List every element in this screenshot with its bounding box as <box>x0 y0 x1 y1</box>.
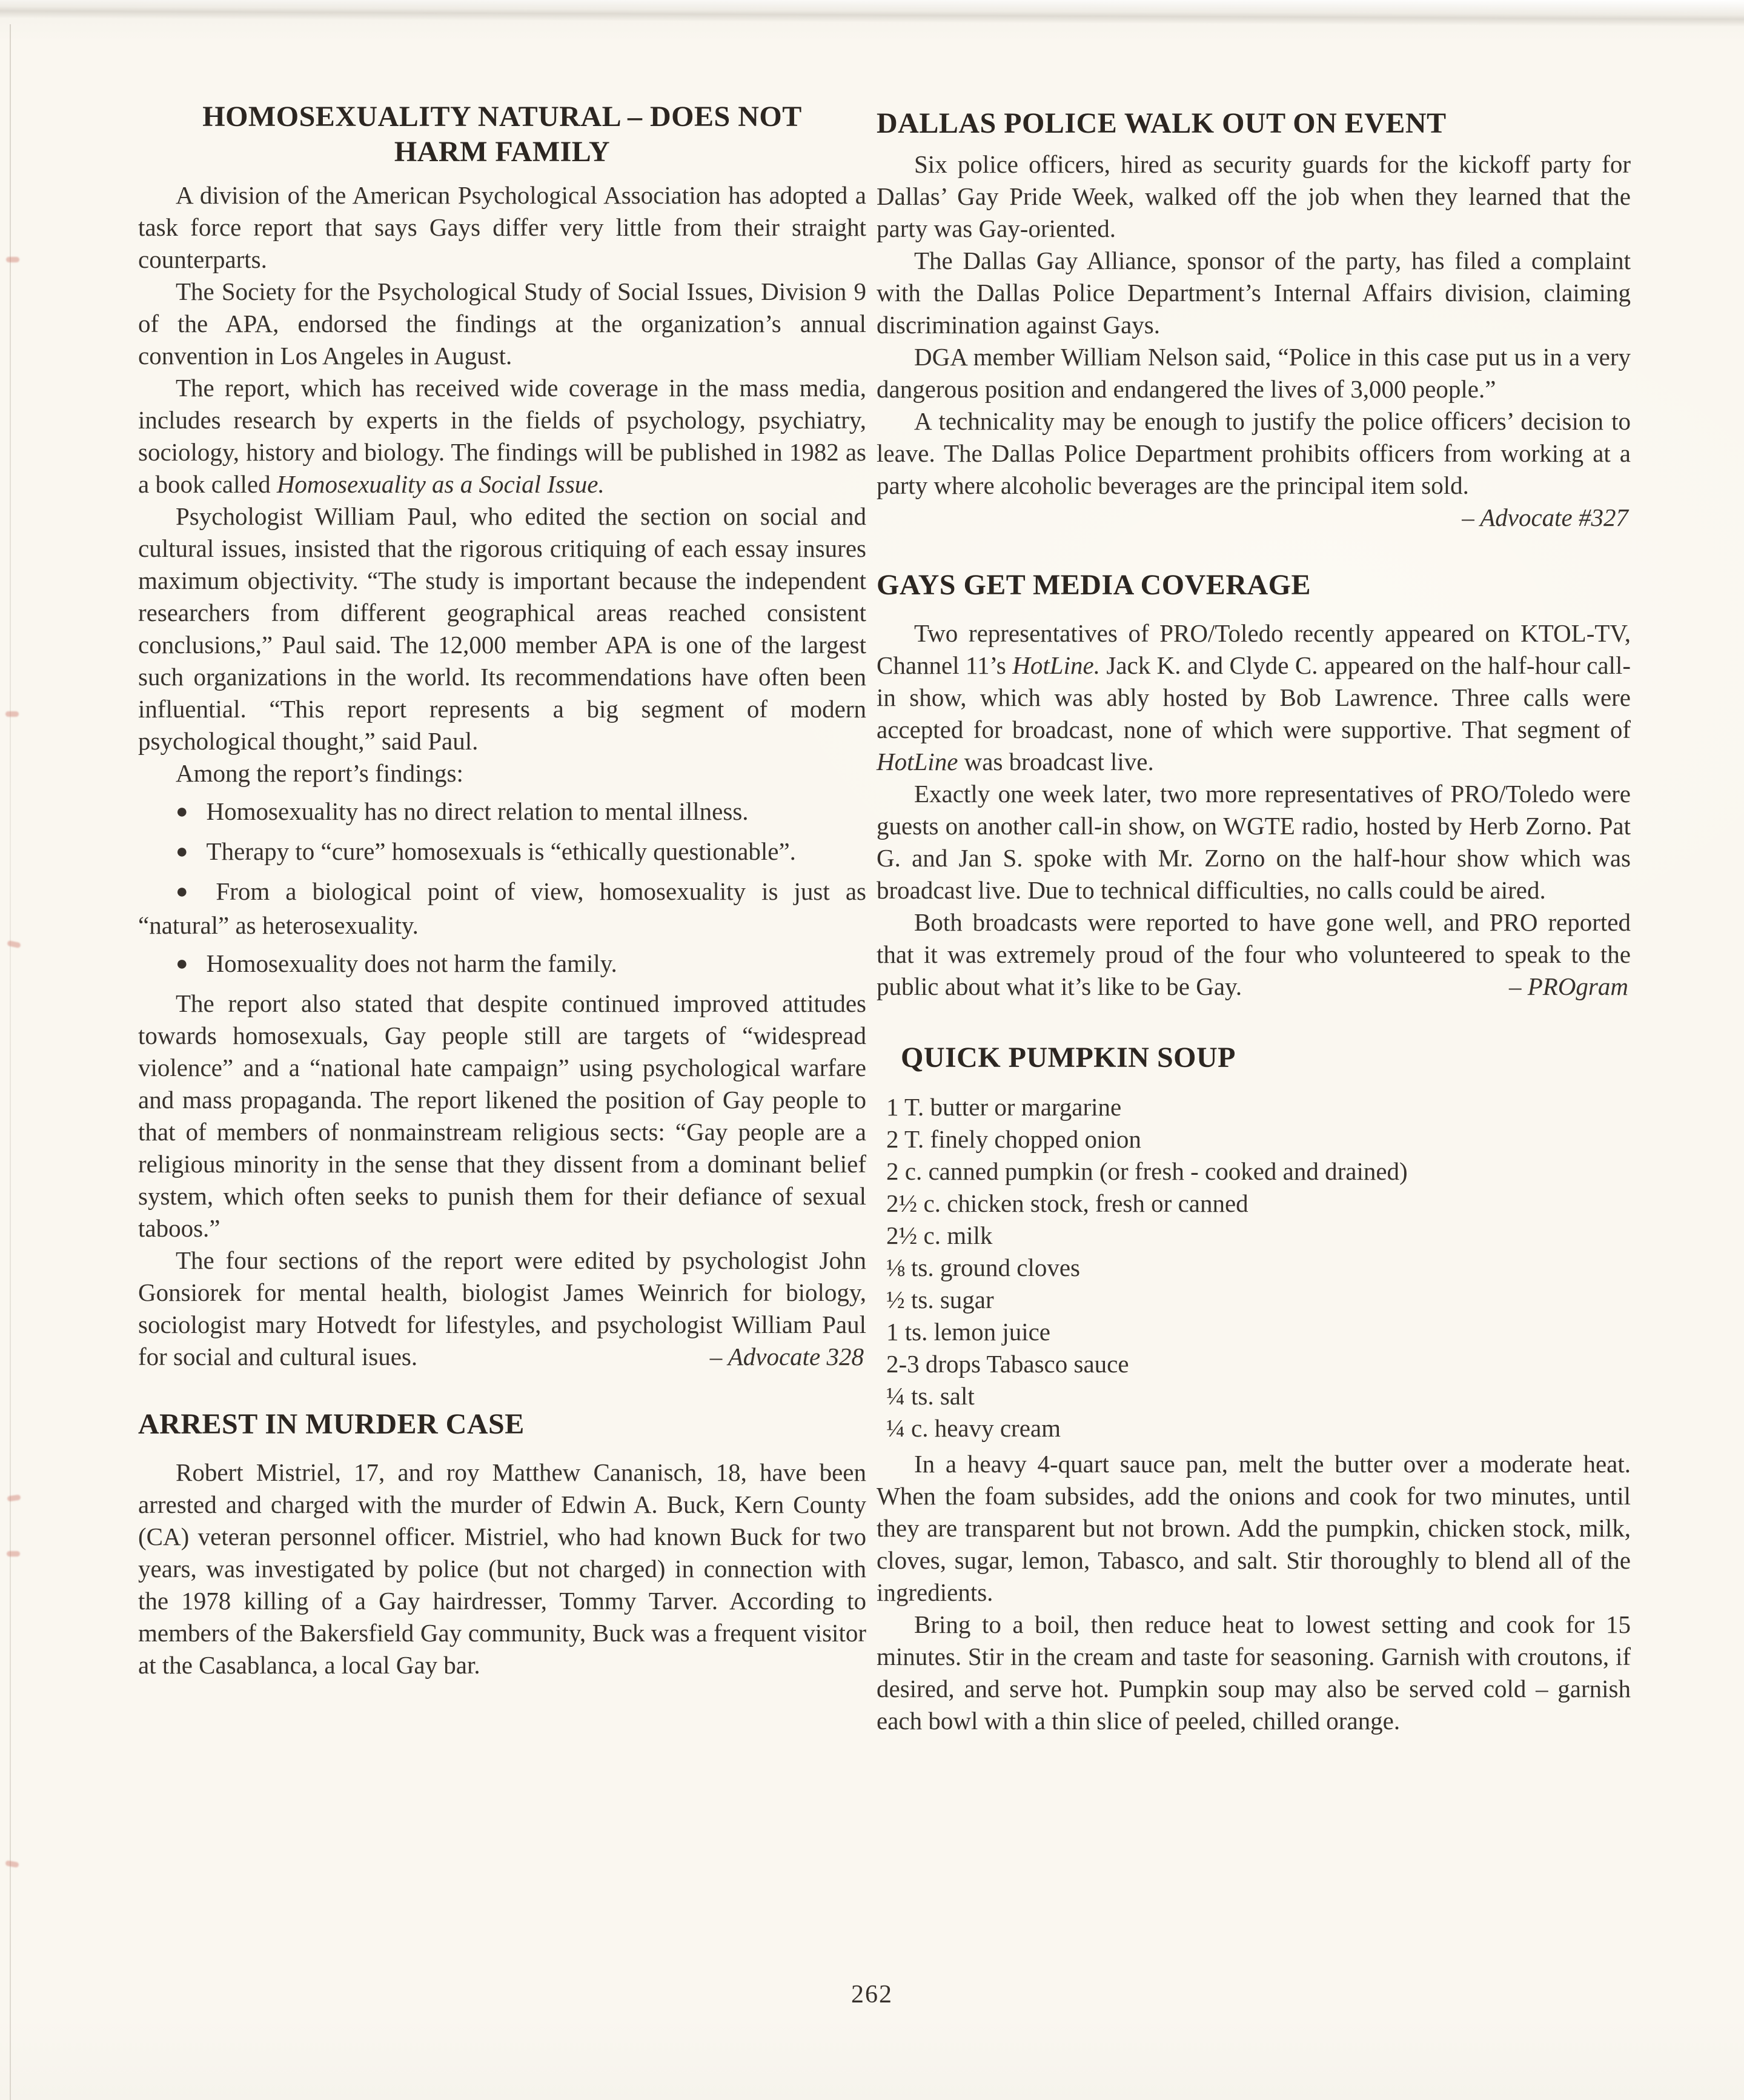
article-title-line-2: HARM FAMILY <box>394 136 611 168</box>
scan-top-edge <box>0 0 1744 27</box>
paragraph: In a heavy 4-quart sauce pan, melt the butter over a moderate heat. When the foam subsides, add the onions and cook for two minutes, until they are transparent but not brown. Add the pumpkin, chicken stock, milk, cloves, sugar, lemon, Tabasco, and salt. Stir thoroughly to blend all of the ingredients. <box>877 1450 1631 1606</box>
bullet-icon: ● <box>176 840 188 863</box>
paragraph: The Society for the Psychological Study of Social Issues, Division 9 of the APA, endorsed the findings at the organization’s annual convention in Los Angeles in August. <box>138 277 866 370</box>
ingredient-line: 1 T. butter or margarine <box>886 1093 1122 1121</box>
pink-margin-mark <box>7 1551 20 1557</box>
left-column <box>138 91 866 1681</box>
right-column <box>877 91 1631 1737</box>
finding-bullet-item <box>138 836 866 869</box>
attribution-program: – PROgram <box>1508 972 1628 1000</box>
page-number: 262 <box>851 1981 893 2009</box>
pink-margin-mark <box>7 1495 21 1502</box>
paragraph: Both broadcasts were reported to have gone well, and PRO reported that it was extremely proud of the four who volunteered to speak to the public about what it’s like to be Gay. <box>877 908 1631 1000</box>
paragraph: Bring to a boil, then reduce heat to lowest setting and cook for 15 minutes. Stir in the cream and taste for seasoning. Garnish with croutons, if desired, and serve hot. Pumpkin soup may also be served cold – garnish each bowl with a thin slice of peeled, chilled orange. <box>877 1610 1631 1735</box>
paragraph-text: The report, which has received wide coverage in the mass media, includes research by experts in the fields of psychology, psychiatry, sociology, history and biology. The findings will be published in 1982 as a book called <box>138 374 866 498</box>
show-title-hotline: HotLine <box>877 748 958 776</box>
finding-bullet-item <box>138 948 866 982</box>
article-title-arrest-in-murder-case: ARREST IN MURDER CASE <box>138 1408 525 1440</box>
ingredient-line: 2-3 drops Tabasco sauce <box>886 1350 1129 1378</box>
paragraph: The report also stated that despite continued improved attitudes towards homosexuals, Gay people still are targets of “widespread violence” and a “national hate campaign” using psychological warfare and mass propaganda. The report likened the position of Gay people to that of members of nonmainstream religious sects: “Gay people are a religious minority in the sense that they dissent from a dominant belief system, which often seeks to punish them for their defiance of sexual taboos.” <box>138 989 866 1242</box>
ingredient-line: 2½ c. chicken stock, fresh or canned <box>886 1189 1248 1217</box>
ingredient-line: 1 ts. lemon juice <box>886 1318 1051 1346</box>
paragraph: A division of the American Psychological Association has adopted a task force report that says Gays differ very little from their straight counterparts. <box>138 181 866 273</box>
paragraph-text: was broadcast live. <box>958 748 1154 776</box>
scan-left-paper-edge <box>10 24 11 2100</box>
ingredient-list <box>877 1091 1631 1444</box>
ingredient-line: 2½ c. milk <box>886 1221 993 1249</box>
paragraph <box>138 372 866 500</box>
ingredient-line: ¼ ts. salt <box>886 1382 975 1410</box>
paragraph: The four sections of the report were edited by psychologist John Gonsiorek for mental health, biologist James Weinrich for biology, sociologist mary Hotvedt for lifestyles, and psychologist William Paul for social and cultural isues. <box>138 1246 866 1371</box>
ingredient-line: 2 c. canned pumpkin (or fresh - cooked and drained) <box>886 1157 1408 1185</box>
bullet-icon: ● <box>176 952 188 975</box>
bullet-icon: ● <box>176 800 188 823</box>
bullet-text: Therapy to “cure” homosexuals is “ethically questionable”. <box>206 837 796 865</box>
paragraph-text: Jack K. and Clyde C. appeared on the half-hour call-in show, which was ably hosted by Bob Lawrence. Three calls were accepted for broadcast, none of which were supportive. That segment of <box>877 651 1631 743</box>
ingredient-line: ⅛ ts. ground cloves <box>886 1254 1080 1281</box>
finding-bullet-item <box>138 796 866 829</box>
attribution-advocate-327: – Advocate #327 <box>1462 503 1628 531</box>
recipe-title-quick-pumpkin-soup: QUICK PUMPKIN SOUP <box>901 1042 1236 1074</box>
show-title-hotline: HotLine. <box>1012 651 1100 679</box>
article-title-homosexuality-natural <box>138 99 866 170</box>
bullet-icon: ● <box>176 880 198 903</box>
ingredient-line: ½ ts. sugar <box>886 1286 994 1314</box>
bullet-text: From a biological point of view, homosexuality is just as “natural” as heterosexuality. <box>138 877 866 939</box>
pink-margin-mark <box>5 1860 19 1868</box>
ingredient-line: ¼ c. heavy cream <box>886 1414 1061 1442</box>
paragraph-text: Two representatives of PRO/Toledo recently appeared on KTOL-TV, Channel 11’s <box>877 619 1631 679</box>
attribution-advocate-328: – Advocate 328 <box>709 1343 864 1371</box>
pink-margin-mark <box>6 257 19 262</box>
ingredient-line: 2 T. finely chopped onion <box>886 1125 1141 1153</box>
paragraph: Among the report’s findings: <box>176 759 463 787</box>
paragraph: DGA member William Nelson said, “Police in this case put us in a very dangerous position and endangered the lives of 3,000 people.” <box>877 343 1631 403</box>
paragraph: A technicality may be enough to justify the police officers’ decision to leave. The Dallas Police Department prohibits officers from working at a party where alcoholic beverages are the principal item sold. <box>877 407 1631 499</box>
paragraph: The Dallas Gay Alliance, sponsor of the party, has filed a complaint with the Dallas Police Department’s Internal Affairs division, claiming discrimination against Gays. <box>877 247 1631 339</box>
bullet-text: Homosexuality has no direct relation to mental illness. <box>206 797 749 825</box>
paragraph: Robert Mistriel, 17, and roy Matthew Cananisch, 18, have been arrested and charged with the murder of Edwin A. Buck, Kern County (CA) veteran personnel officer. Mistriel, who had known Buck for two years, was investigated by police (but not charged) in connection with the 1978 killing of a Gay hairdresser, Tommy Tarver. According to members of the Bakersfield Gay community, Buck was a frequent visitor at the Casablanca, a local Gay bar. <box>138 1458 866 1679</box>
paragraph: Psychologist William Paul, who edited the section on social and cultural issues, insisted that the rigorous critiquing of each essay insures maximum objectivity. “The study is important because the independent researchers from different geographical areas reached consistent conclusions,” Paul said. The 12,000 member APA is one of the largest such organizations in the world. Its recommendations have often been influential. “This report represents a big segment of modern psychological thought,” said Paul. <box>138 502 866 755</box>
pink-margin-mark <box>7 940 21 948</box>
book-title: Homosexuality as a Social Issue. <box>276 470 605 498</box>
article-title-line-1: HOMOSEXUALITY NATURAL – DOES NOT <box>202 101 802 133</box>
article-title-dallas-police: DALLAS POLICE WALK OUT ON EVENT <box>877 107 1447 139</box>
finding-bullet-item <box>138 876 866 942</box>
paragraph: Six police officers, hired as security guards for the kickoff party for Dallas’ Gay Pride Week, walked off the job when they learned that the party was Gay-oriented. <box>877 150 1631 242</box>
pink-margin-mark <box>5 711 19 717</box>
article-title-gays-get-media-coverage: GAYS GET MEDIA COVERAGE <box>877 569 1311 601</box>
paragraph <box>877 617 1631 778</box>
bullet-text: Homosexuality does not harm the family. <box>206 949 617 977</box>
paragraph: Exactly one week later, two more representatives of PRO/Toledo were guests on another call-in show, on WGTE radio, hosted by Herb Zorno. Pat G. and Jan S. spoke with Mr. Zorno on the half-hour show which was broadcast live. Due to technical difficulties, no calls could be aired. <box>877 780 1631 904</box>
